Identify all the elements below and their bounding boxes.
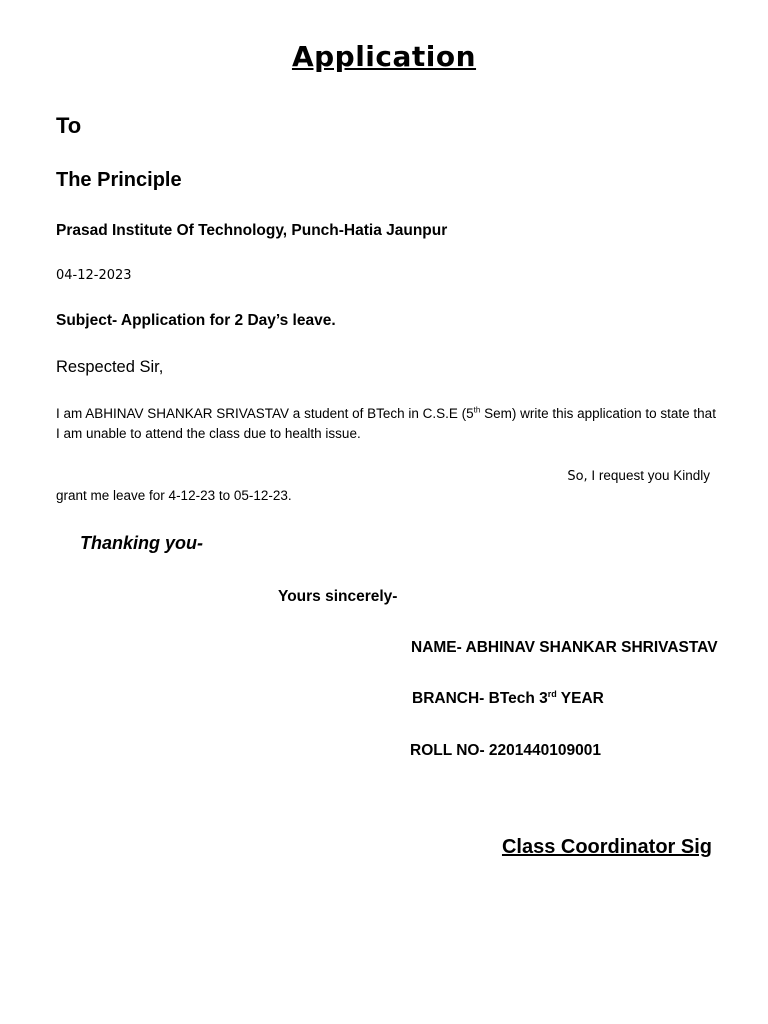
class-coordinator-signature: Class Coordinator Sig	[501, 836, 712, 858]
signature-roll-number: ROLL NO- 2201440109001	[410, 742, 601, 759]
letter-body	[56, 404, 716, 444]
letter-date: 04-12-2023	[56, 268, 132, 283]
branch-superscript: rd	[547, 688, 557, 699]
signature-name: NAME- ABHINAV SHANKAR SHRIVASTAV	[411, 639, 718, 656]
request-line-1-text: I request you Kindly	[587, 468, 710, 483]
recipient-institute: Prasad Institute Of Technology, Punch-Hatia Jaunpur	[56, 222, 448, 239]
closing-sincerely: Yours sincerely-	[278, 588, 398, 605]
recipient-designation: The Principle	[56, 169, 182, 191]
body-text-part1: I am ABHINAV SHANKAR SRIVASTAV a student of BTech in C.S.E (5	[56, 406, 474, 421]
body-superscript: th	[473, 405, 481, 415]
body-text-part2: Sem) write this application to state that I am unable to attend the class due to health issue.	[56, 406, 716, 441]
letter-greeting: Respected Sir,	[56, 358, 164, 376]
request-line-1	[567, 468, 710, 484]
document-title: Application	[291, 40, 477, 73]
request-line-2: grant me leave for 4-12-23 to 05-12-23.	[56, 488, 292, 503]
closing-thanks: Thanking you-	[80, 533, 203, 553]
branch-text-part2: YEAR	[556, 690, 604, 707]
branch-text-part1: BRANCH- BTech 3	[412, 690, 548, 707]
signature-branch	[412, 690, 604, 708]
recipient-to: To	[56, 113, 82, 138]
request-first-word: So,	[567, 469, 588, 484]
letter-subject: Subject- Application for 2 Day’s leave.	[56, 312, 336, 329]
